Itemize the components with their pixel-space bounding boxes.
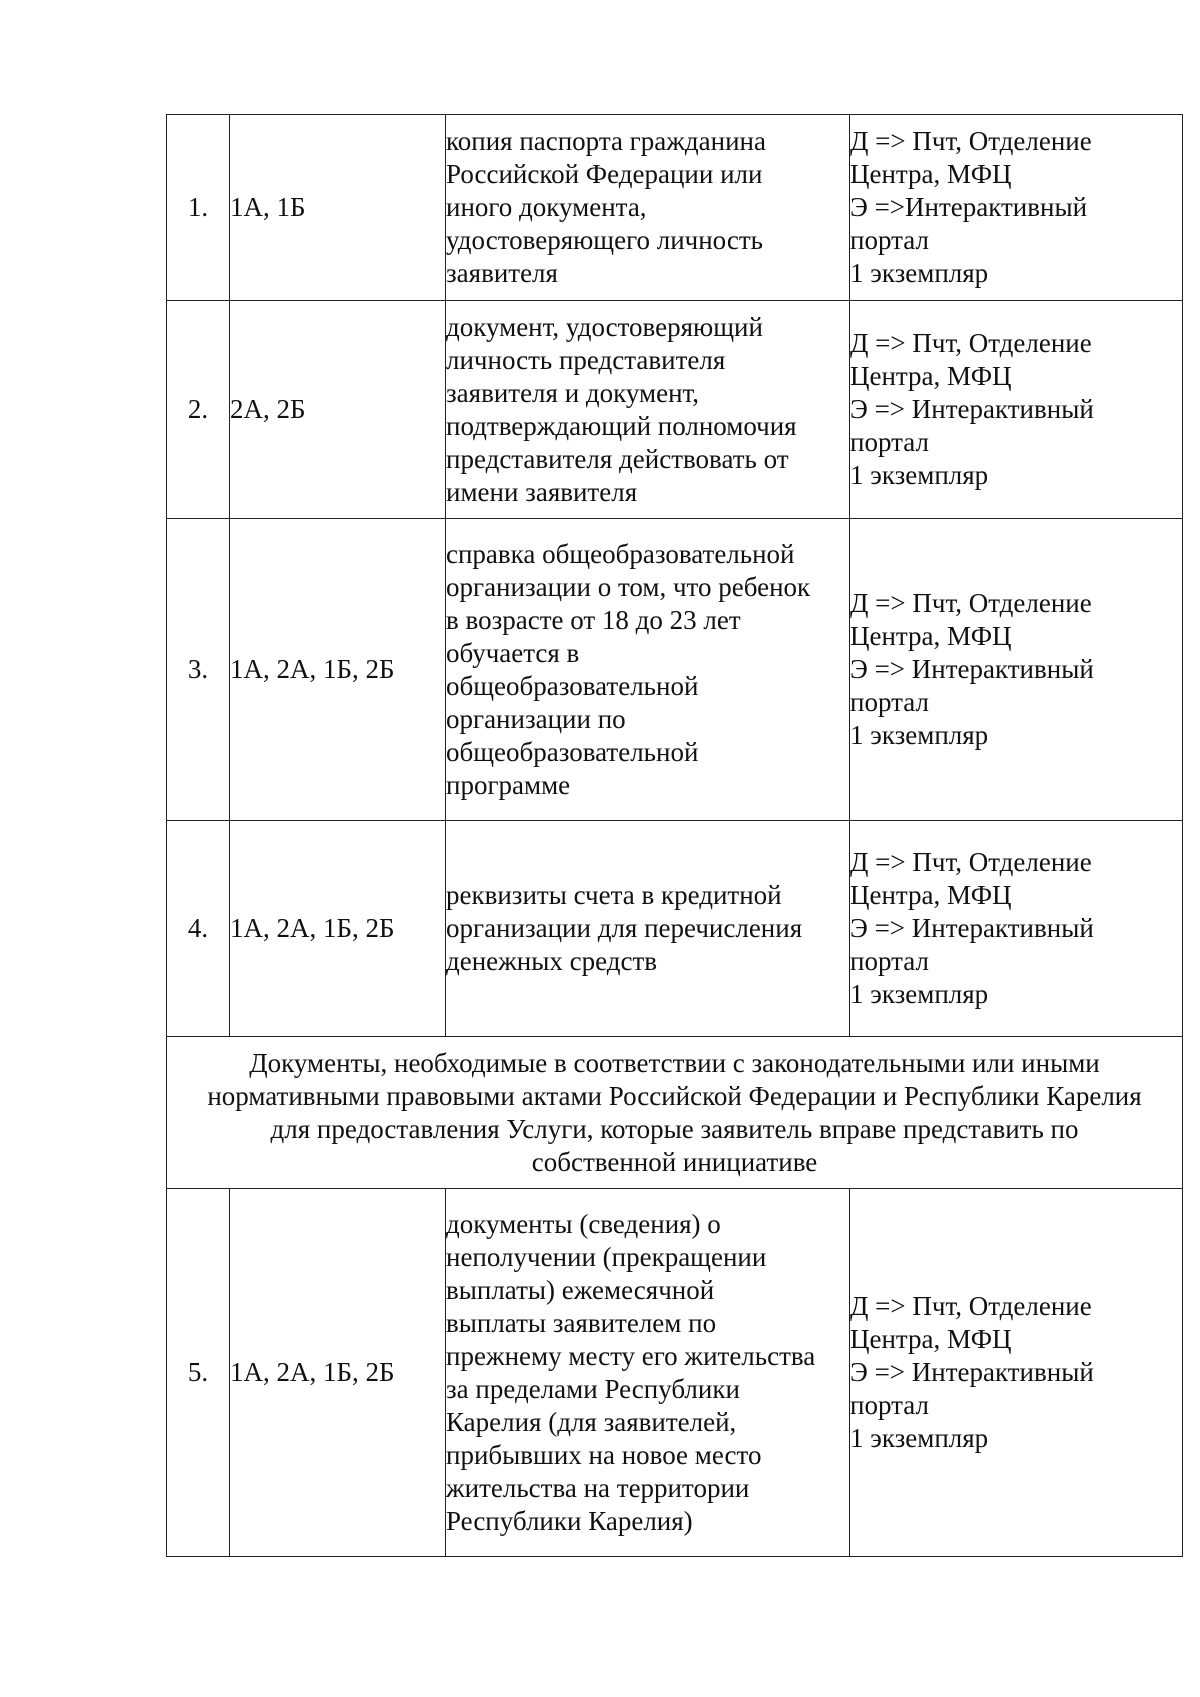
document-line: за пределами Республики <box>446 1373 740 1404</box>
section-line: собственной инициативе <box>531 1146 818 1177</box>
document-line: организации по <box>446 703 626 734</box>
section-line: для предоставления Услуги, которые заявитель вправе представить по <box>270 1113 1079 1144</box>
submission-line: 1 экземпляр <box>850 460 989 490</box>
submission-line: Э => Интерактивный <box>850 654 1094 684</box>
document-line: прибывших на новое место <box>446 1439 762 1470</box>
document-line: обучается в <box>446 637 580 668</box>
table-row <box>167 519 1183 821</box>
submission-method-cell <box>850 1189 1183 1557</box>
document-line: копия паспорта гражданина <box>446 126 766 156</box>
submission-line: Д => Пчт, Отделение <box>850 1291 1092 1321</box>
row-categories: 1А, 2А, 1Б, 2Б <box>230 519 446 821</box>
section-line: Документы, необходимые в соответствии с законодательными или иными <box>249 1047 1100 1078</box>
submission-line: Центра, МФЦ <box>850 621 1012 651</box>
submission-method-cell <box>850 519 1183 821</box>
document-line: денежных средств <box>446 946 658 976</box>
document-line: личность представителя <box>446 344 726 375</box>
row-number: 3. <box>167 519 230 821</box>
section-line: нормативными правовыми актами Российской Федерации и Республики Карелия <box>207 1080 1142 1111</box>
document-line: иного документа, <box>446 192 647 222</box>
submission-line: Э => Интерактивный <box>850 394 1094 424</box>
document-line: имени заявителя <box>446 476 638 507</box>
submission-line: Центра, МФЦ <box>850 159 1012 189</box>
document-line: прежнему месту его жительства <box>446 1340 816 1371</box>
document-line: реквизиты счета в кредитной <box>446 880 782 910</box>
document-line: Российской Федерации или <box>446 159 763 189</box>
table-row <box>167 821 1183 1037</box>
row-categories: 2А, 2Б <box>230 301 446 519</box>
document-line: документы (сведения) о <box>446 1208 721 1239</box>
row-number: 5. <box>167 1189 230 1557</box>
submission-line: портал <box>850 946 929 976</box>
submission-line: портал <box>850 225 929 255</box>
table-row <box>167 301 1183 519</box>
document-line: общеобразовательной <box>446 670 699 701</box>
document-line: заявителя <box>446 258 558 288</box>
document-line: Республики Карелия) <box>446 1505 693 1536</box>
submission-line: Центра, МФЦ <box>850 361 1012 391</box>
row-categories: 1А, 2А, 1Б, 2Б <box>230 821 446 1037</box>
documents-table <box>166 114 1183 1557</box>
document-line: неполучении (прекращении <box>446 1241 767 1272</box>
document-line: представителя действовать от <box>446 443 789 474</box>
submission-line: Э => Интерактивный <box>850 1357 1094 1387</box>
document-name-cell <box>446 519 850 821</box>
submission-line: Д => Пчт, Отделение <box>850 847 1092 877</box>
document-line: в возрасте от 18 до 23 лет <box>446 604 741 635</box>
document-name-cell <box>446 1189 850 1557</box>
document-line: удостоверяющего личность <box>446 225 763 255</box>
submission-line: 1 экземпляр <box>850 1423 989 1453</box>
document-name-cell <box>446 301 850 519</box>
submission-line: портал <box>850 1390 929 1420</box>
document-line: подтверждающий полномочия <box>446 410 797 441</box>
submission-line: Центра, МФЦ <box>850 880 1012 910</box>
document-line: выплаты заявителем по <box>446 1307 717 1338</box>
document-line: заявителя и документ, <box>446 377 700 408</box>
section-header-row <box>167 1037 1183 1189</box>
table-row <box>167 1189 1183 1557</box>
document-line: выплаты) ежемесячной <box>446 1274 715 1305</box>
submission-method-cell <box>850 115 1183 301</box>
row-categories: 1А, 2А, 1Б, 2Б <box>230 1189 446 1557</box>
document-name-cell <box>446 821 850 1037</box>
document-line: справка общеобразовательной <box>446 538 795 569</box>
submission-line: 1 экземпляр <box>850 720 989 750</box>
document-line: организации о том, что ребенок <box>446 571 811 602</box>
row-number: 2. <box>167 301 230 519</box>
submission-method-cell <box>850 821 1183 1037</box>
row-categories: 1А, 1Б <box>230 115 446 301</box>
document-line: Карелия (для заявителей, <box>446 1406 737 1437</box>
submission-line: портал <box>850 687 929 717</box>
row-number: 1. <box>167 115 230 301</box>
submission-line: 1 экземпляр <box>850 258 989 288</box>
submission-line: Центра, МФЦ <box>850 1324 1012 1354</box>
submission-method-cell <box>850 301 1183 519</box>
submission-line: Д => Пчт, Отделение <box>850 588 1092 618</box>
row-number: 4. <box>167 821 230 1037</box>
submission-line: Д => Пчт, Отделение <box>850 328 1092 358</box>
submission-line: Э => Интерактивный <box>850 913 1094 943</box>
document-line: общеобразовательной <box>446 736 699 767</box>
submission-line: 1 экземпляр <box>850 979 989 1009</box>
table-row <box>167 115 1183 301</box>
document-line: документ, удостоверяющий <box>446 311 763 342</box>
submission-line: Э =>Интерактивный <box>850 192 1088 222</box>
submission-line: Д => Пчт, Отделение <box>850 126 1092 156</box>
document-line: организации для перечисления <box>446 913 803 943</box>
section-header <box>167 1037 1183 1189</box>
submission-line: портал <box>850 427 929 457</box>
document-line: жительства на территории <box>446 1472 750 1503</box>
document-line: программе <box>446 769 571 800</box>
document-name-cell <box>446 115 850 301</box>
